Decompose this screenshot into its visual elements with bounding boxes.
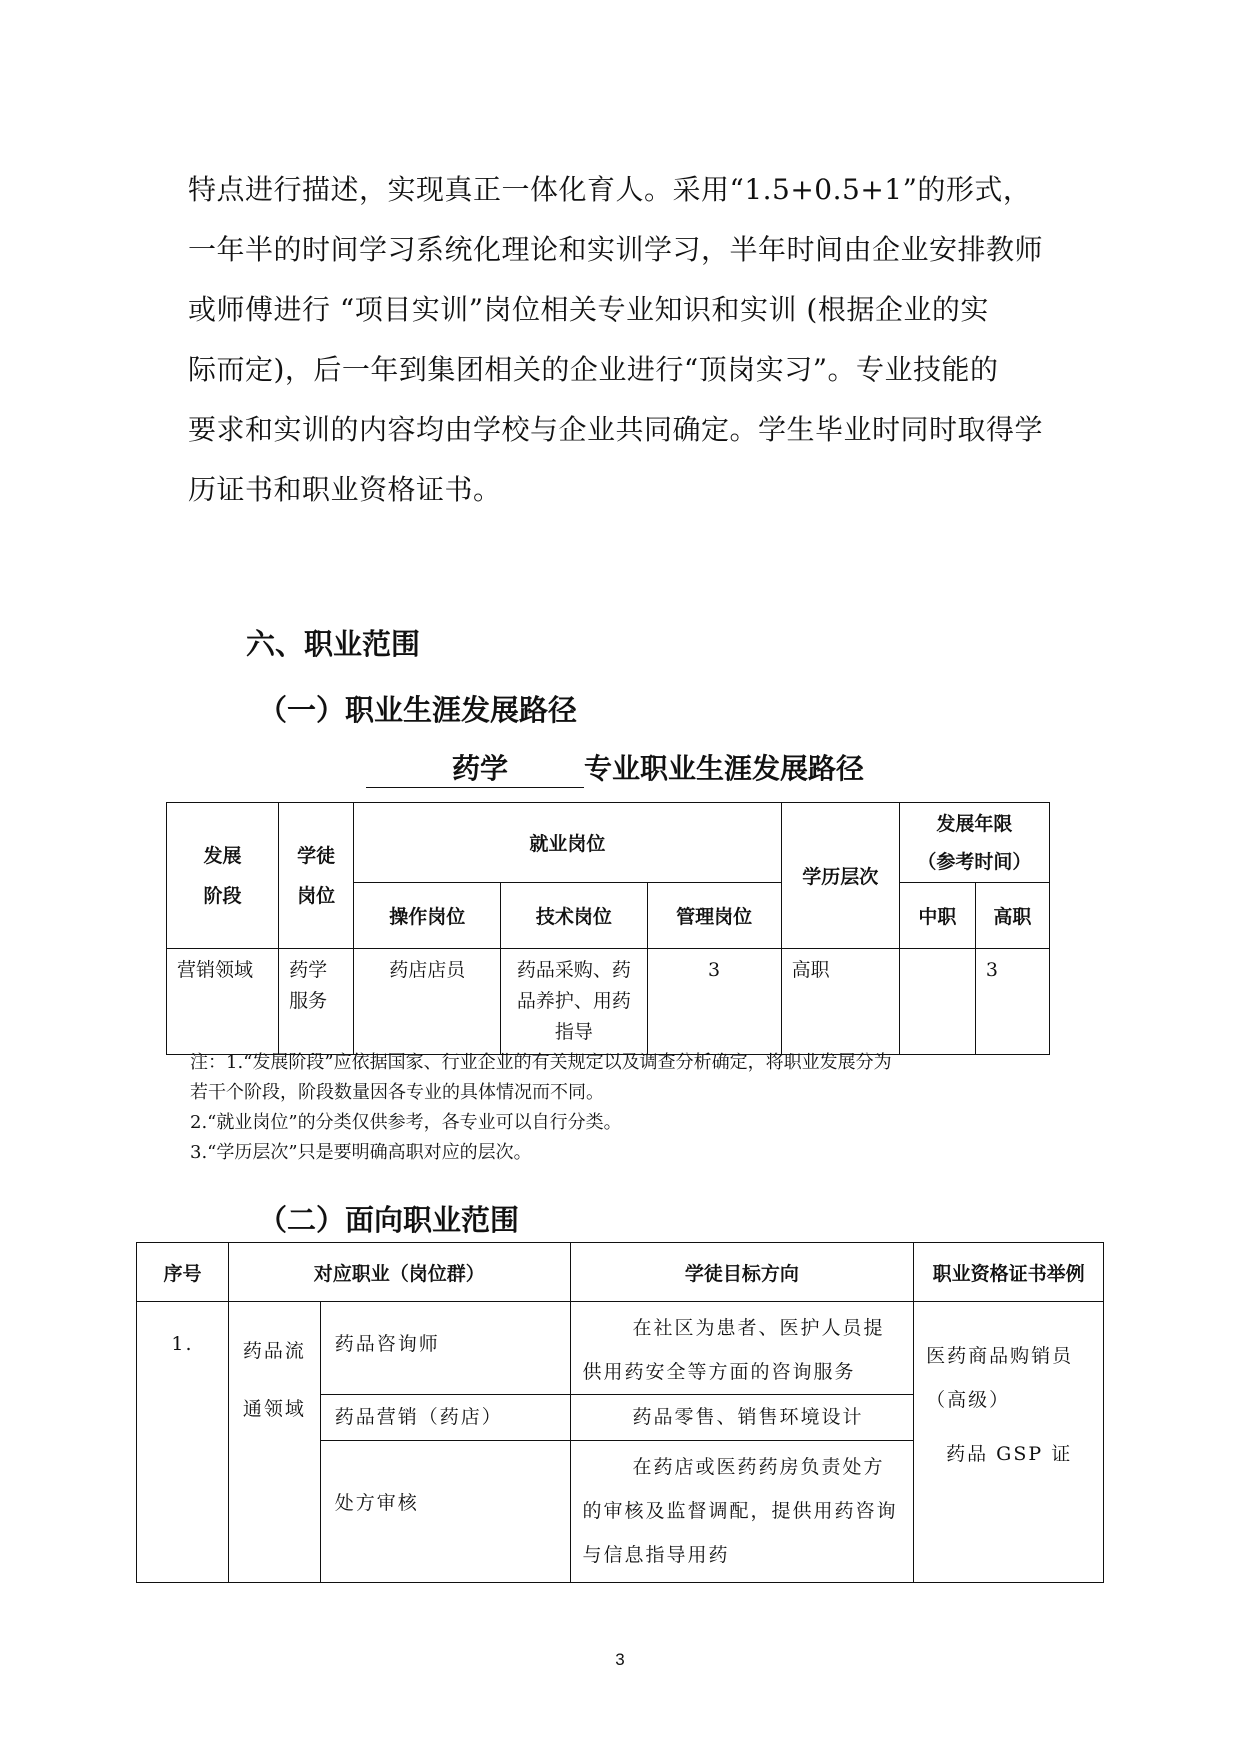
note-line: 2.“就业岗位”的分类仅供参考，各专业可以自行分类。: [190, 1112, 622, 1133]
cell-domain: 药品流 通领域: [228, 1302, 320, 1583]
header-jobs: 就业岗位: [354, 803, 781, 883]
cert-item: 药品 GSP 证: [946, 1443, 1073, 1465]
header-mid: 中职: [899, 883, 975, 949]
cell-no: 1.: [137, 1302, 229, 1583]
note-line: 若干个阶段，阶段数量因各专业的具体情况而不同。: [190, 1082, 604, 1103]
cell-direction: 在药店或医药药房负责处方的审核及监督调配，提供用药咨询与信息指导用药: [570, 1441, 914, 1583]
cell-mid: [899, 949, 975, 1055]
cert-item: 医药商品购销员（高级）: [926, 1345, 1074, 1411]
table-notes: [190, 1048, 1060, 1168]
paragraph-line: 一年半的时间学习系统化理论和实训学习，半年时间由企业安排教师: [188, 233, 1044, 266]
header-cert: 职业资格证书举例: [914, 1243, 1104, 1302]
paragraph-line: 或师傅进行 “项目实训”岗位相关专业知识和实训 (根据企业的实: [188, 293, 989, 326]
header-op: 操作岗位: [354, 883, 501, 949]
cell-education: 高职: [781, 949, 899, 1055]
cell-cert: [914, 1302, 1104, 1583]
section-heading: 六、职业范围: [246, 627, 421, 661]
header-years: 发展年限 （参考时间）: [899, 803, 1049, 883]
note-line: 3.“学历层次”只是要明确高职对应的层次。: [190, 1142, 532, 1163]
page-number: 3: [615, 1650, 625, 1669]
cell-direction: 药品零售、销售环境设计: [570, 1395, 914, 1441]
career-path-table: [166, 802, 1050, 1055]
cell-mgmt: 3: [647, 949, 781, 1055]
paragraph-line: 际而定)，后一年到集团相关的企业进行“顶岗实习”。专业技能的: [188, 353, 999, 386]
header-high: 高职: [975, 883, 1049, 949]
occupation-scope-table: [136, 1242, 1104, 1583]
header-stage: 发展 阶段: [167, 803, 279, 949]
subsection-heading-1: （一）职业生涯发展路径: [258, 693, 578, 727]
paragraph-line: 特点进行描述，实现真正一体化育人。采用“1.5+0.5+1”的形式，: [188, 173, 1032, 206]
header-job: 对应职业（岗位群）: [228, 1243, 570, 1302]
table1-title: [366, 747, 864, 788]
header-education: 学历层次: [781, 803, 899, 949]
cell-high: 3: [975, 949, 1049, 1055]
cell-apprentice: 药学 服务: [279, 949, 354, 1055]
cell-op: 药店店员: [354, 949, 501, 1055]
header-mgmt: 管理岗位: [647, 883, 781, 949]
cell-direction: 在社区为患者、医护人员提供用药安全等方面的咨询服务: [570, 1302, 914, 1395]
cell-job: 药品营销（药店）: [320, 1395, 570, 1441]
cell-tech: 药品采购、药 品养护、用药 指导: [501, 949, 647, 1055]
table1-title-major: 药学: [366, 747, 584, 788]
cell-stage: 营销领域: [167, 949, 279, 1055]
subsection-heading-2: （二）面向职业范围: [258, 1203, 520, 1237]
header-no: 序号: [137, 1243, 229, 1302]
paragraph-line: 要求和实训的内容均由学校与企业共同确定。学生毕业时同时取得学: [188, 413, 1044, 446]
paragraph-line: 历证书和职业资格证书。: [188, 473, 502, 506]
cell-job: 药品咨询师: [320, 1302, 570, 1395]
body-paragraph: [188, 160, 1058, 520]
header-tech: 技术岗位: [501, 883, 647, 949]
note-line: 注：1.“发展阶段”应依据国家、行业企业的有关规定以及调查分析确定，将职业发展分为: [190, 1052, 892, 1073]
header-direction: 学徒目标方向: [570, 1243, 914, 1302]
header-apprentice: 学徒 岗位: [279, 803, 354, 949]
cell-job: 处方审核: [320, 1441, 570, 1583]
table1-title-text: 专业职业生涯发展路径: [584, 752, 865, 785]
